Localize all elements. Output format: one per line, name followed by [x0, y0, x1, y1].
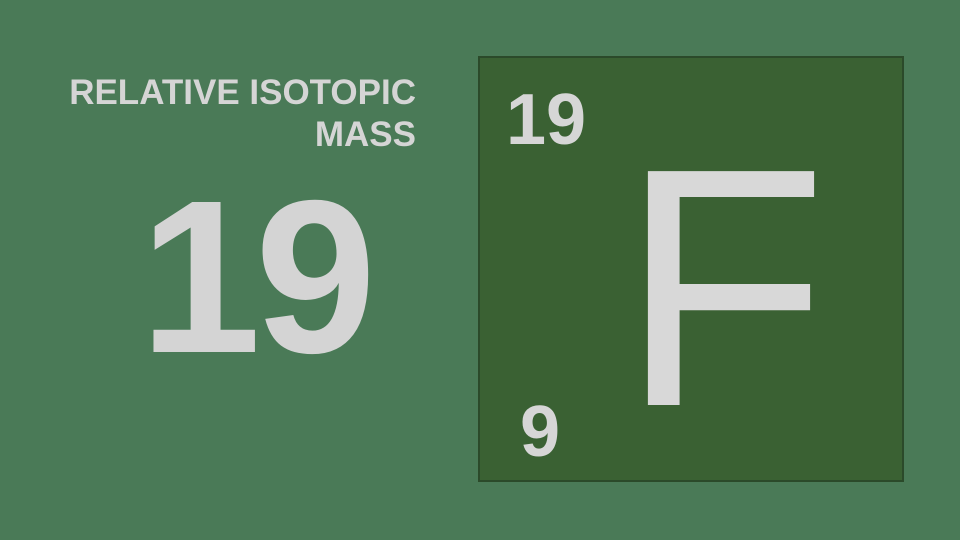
element-tile	[478, 56, 904, 482]
label-line-1: RELATIVE ISOTOPIC	[69, 73, 416, 112]
atomic-number: 9	[520, 392, 561, 472]
element-symbol: F	[620, 98, 828, 478]
label-line-2: MASS	[314, 115, 416, 154]
mass-number: 19	[506, 80, 587, 160]
relative-isotopic-mass-label	[20, 72, 416, 156]
relative-isotopic-mass-value: 19	[139, 156, 371, 399]
